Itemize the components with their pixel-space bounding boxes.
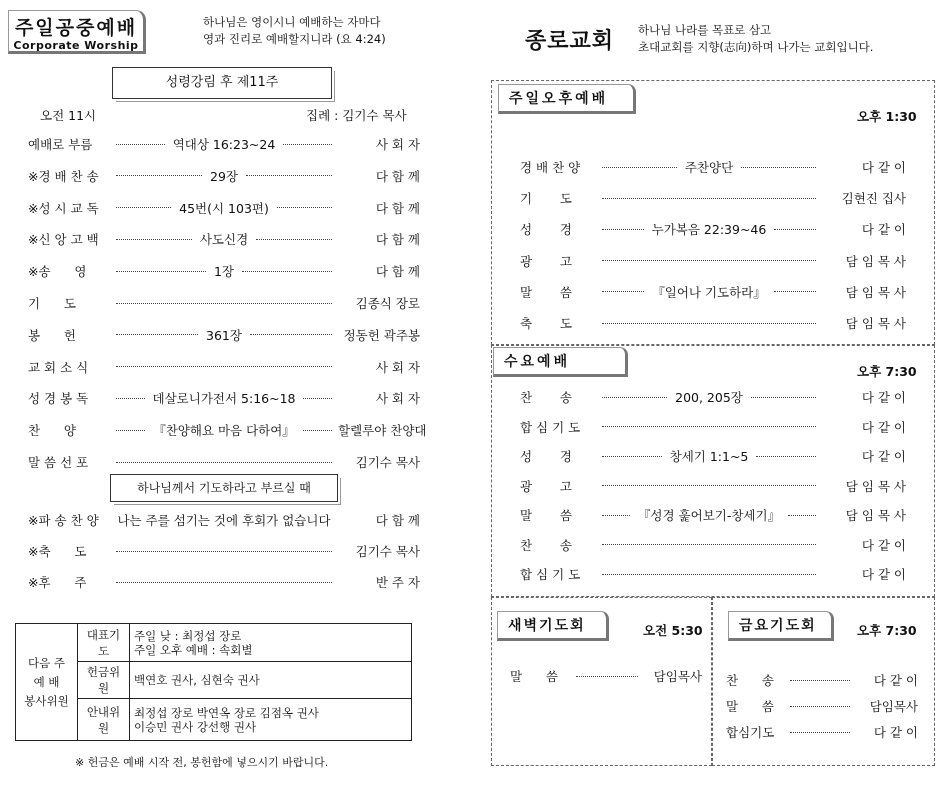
order-leader: 다 함 께 [375,200,420,216]
member-line: 주일 오후 예배 : 속회별 [134,642,253,657]
order-leader: 사 회 자 [375,137,421,152]
order-row [28,167,420,185]
order-leader: 다 같 이 [873,725,918,740]
dotted-leader [283,144,332,145]
dotted-leader [116,462,332,463]
order-row [726,697,918,715]
dotted-leader [602,456,662,457]
order-leader: 다 같 이 [861,160,906,175]
order-label: 성 경 봉 독 [28,391,89,407]
order-row [520,447,906,465]
wednesday-panel [491,345,935,597]
order-row [28,294,420,312]
order-leader: 다 같 이 [861,567,906,582]
order-label: ※후 주 [28,575,87,590]
order-label: 찬 송 [726,673,774,688]
order-leader: 다 같 이 [861,419,906,435]
dotted-leader [602,515,630,516]
member-line: 최정섭 장로 박연옥 장로 김점옥 권사 [134,705,319,720]
order-row [726,671,918,689]
order-label: 합 심 기 도 [520,419,581,435]
order-label: 광 고 [520,478,572,494]
order-row [28,389,420,407]
order-detail: 1장 [213,264,235,280]
service-time: 오전 11시 [40,108,97,123]
dotted-leader [116,334,198,335]
dotted-leader [774,291,816,292]
order-label: 말 씀 [520,508,572,523]
order-detail: 사도신경 [199,232,249,248]
dotted-leader [602,485,816,486]
dotted-leader [602,544,816,545]
order-label: 축 도 [520,316,572,331]
order-leader: 다 같 이 [861,449,906,464]
dotted-leader [250,334,332,335]
members-cell [130,624,412,662]
order-leader: 담 임 목 사 [845,478,906,494]
order-row [520,314,906,332]
order-leader: 사 회 자 [375,359,420,375]
dotted-leader [116,551,332,552]
dotted-leader [303,430,332,431]
order-label: 찬 송 [520,537,572,553]
dotted-leader [741,167,816,168]
sunday-afternoon-title: 주일오후예배 [498,84,636,114]
worship-title-tab [8,10,146,54]
order-label: 기 도 [520,191,572,207]
order-label: ※성 시 교 독 [28,200,99,216]
order-row [28,199,420,217]
order-row [28,135,420,153]
order-leader: 사 회 자 [375,391,421,407]
order-row [520,565,906,583]
dotted-leader [790,680,850,681]
order-label: 경 배 찬 양 [520,160,581,175]
order-label: ※송 영 [28,264,87,280]
dotted-leader [116,398,145,399]
order-leader: 다 같 이 [873,673,918,688]
order-label: 예배로 부름 [28,137,93,152]
dotted-leader [602,260,816,261]
dotted-leader [116,430,145,431]
order-leader: 할렐루야 찬양대 [338,423,427,439]
order-row [520,536,906,554]
order-row [28,453,420,471]
dotted-leader [790,732,850,733]
order-leader: 다 함 께 [375,168,421,184]
order-row [520,189,906,207]
wednesday-title: 수요예배 [493,347,628,377]
dotted-leader [751,397,816,398]
dotted-leader [277,207,332,208]
dawn-prayer-time: 오전 5:30 [643,623,703,638]
order-leader: 다 같 이 [861,390,906,405]
motto-line: 하나님 나라를 목표로 삼고 [638,23,772,37]
order-row [520,158,906,176]
dotted-leader [602,291,644,292]
order-label: 합 심 기 도 [520,567,581,582]
order-row [28,511,420,529]
order-label: 기 도 [28,296,76,311]
order-label: 성 경 [520,449,572,464]
dotted-leader [756,456,816,457]
order-label: ※신 앙 고 백 [28,232,99,248]
order-leader: 다 같 이 [861,222,906,238]
order-detail: 45번(시 103편) [179,200,269,216]
member-line: 주일 낮 : 최정섭 장로 [134,628,242,643]
order-leader: 김기수 목사 [355,544,420,559]
church-motto [638,22,873,56]
order-detail: 『찬양해요 마음 다하여』 [153,423,295,439]
order-leader: 다 같 이 [861,537,906,553]
prayer-banner: 하나님께서 기도하라고 부르실 때 [110,474,338,502]
role-cell: 안내위원 [78,699,130,741]
dotted-leader [602,426,816,427]
order-label: 합심기도 [726,725,775,740]
order-label: 말 씀 [520,284,572,300]
order-label: 광 고 [520,253,572,269]
verse-line: 영과 진리로 예배할지니라 (요 4:24) [203,32,386,46]
order-row [520,252,906,270]
sunday-afternoon-time: 오후 1:30 [857,109,917,124]
order-row [28,262,420,280]
verse-line: 하나님은 영이시니 예배하는 자마다 [203,15,381,29]
order-detail: 200, 205장 [675,390,743,405]
order-row [520,477,906,495]
order-detail: 나는 주를 섬기는 것에 후회가 없습니다 [117,513,331,528]
order-row [726,723,918,741]
order-label: 말 씀 [510,669,558,684]
dotted-leader [602,574,816,575]
dotted-leader [116,582,332,583]
order-label: 말 씀 [726,699,774,714]
next-week-service-table [15,623,412,741]
friday-prayer-time: 오후 7:30 [857,623,917,638]
order-label: ※축 도 [28,544,87,559]
dotted-leader [256,239,332,240]
order-leader: 담 임 목 사 [845,253,906,269]
order-label: ※경 배 찬 송 [28,168,99,184]
order-detail: 누가복음 22:39~46 [651,222,767,238]
member-line: 백연호 권사, 심현숙 권사 [134,673,260,687]
dotted-leader [116,144,165,145]
motto-line: 초대교회를 지향(志向)하며 나가는 교회입니다. [638,40,874,54]
dotted-leader [303,398,332,399]
scripture-verse [203,14,386,48]
officiant: 집례 : 김기수 목사 [306,108,407,123]
church-name: 종로교회 [525,29,615,54]
order-label: 찬 양 [28,423,76,439]
group-label-line: 다음 주 [28,655,65,670]
dotted-leader [246,175,332,176]
dotted-leader [242,271,332,272]
dotted-leader [602,323,816,324]
dotted-leader [116,366,332,367]
order-leader: 김종식 장로 [355,296,420,311]
order-row [520,506,906,524]
wednesday-time: 오후 7:30 [857,364,917,379]
offering-note: ※ 헌금은 예배 시작 전, 봉헌함에 넣으시기 바랍니다. [75,756,329,769]
service-group-label [16,624,78,741]
order-row [520,418,906,436]
dotted-leader [602,229,644,230]
dotted-leader [602,198,816,199]
order-detail: 창세기 1:1~5 [669,449,749,464]
dotted-leader [116,271,206,272]
order-label: 성 경 [520,222,572,238]
order-leader: 김현진 집사 [841,191,906,207]
members-cell [130,699,412,741]
order-label: 말 씀 선 포 [28,455,89,470]
order-row [510,667,702,685]
order-detail: 『성경 훑어보기-창세기』 [637,508,781,523]
week-label: 성령강림 후 제11주 [112,67,332,99]
group-label-line: 예 배 [33,674,60,689]
order-leader: 담임목사 [869,699,918,714]
order-leader: 담임목사 [653,669,702,684]
dotted-leader [790,706,850,707]
member-line: 이승민 권사 강선행 권사 [134,719,257,734]
order-detail: 역대상 16:23~24 [172,137,276,152]
order-row [520,283,906,301]
order-row [28,542,420,560]
order-row [28,573,420,591]
dotted-leader [116,207,171,208]
order-leader: 담 임 목 사 [845,284,906,300]
dotted-leader [576,676,638,677]
order-label: 봉 헌 [28,327,76,343]
dotted-leader [116,303,332,304]
dotted-leader [788,515,816,516]
dotted-leader [774,229,816,230]
dotted-leader [116,239,192,240]
worship-title: 주일공중예배 [14,17,138,39]
members-cell [130,662,412,699]
dotted-leader [602,167,677,168]
order-row [28,230,420,248]
order-leader: 담 임 목 사 [845,316,906,331]
order-leader: 담 임 목 사 [845,508,907,523]
friday-prayer-title: 금요기도회 [728,611,834,641]
order-label: 교 회 소 식 [28,359,89,375]
order-detail: 데살로니가전서 5:16~18 [152,391,296,407]
order-row [28,358,420,376]
order-detail: 주찬양단 [684,160,734,175]
order-leader: 김기수 목사 [355,455,420,470]
order-leader: 다 함 께 [375,513,420,528]
order-leader: 반 주 자 [375,575,420,590]
group-label-line: 봉사위원 [24,693,69,708]
order-row [28,326,420,344]
order-detail: 『일어나 기도하라』 [652,284,766,300]
order-leader: 다 함 께 [375,264,420,280]
order-leader: 다 함 께 [375,232,420,248]
role-cell: 대표기도 [78,624,130,662]
worship-subtitle: Corporate Worship [13,39,139,52]
order-row [520,220,906,238]
order-detail: 361장 [206,327,242,343]
order-leader: 정동헌 곽주봉 [343,327,420,343]
dotted-leader [602,397,667,398]
dotted-leader [116,175,202,176]
order-row [28,421,427,439]
role-cell: 헌금위원 [78,662,130,699]
dawn-prayer-title: 새벽기도회 [497,611,609,641]
order-label: ※파 송 찬 양 [28,513,99,528]
order-row [520,388,906,406]
order-label: 찬 송 [520,390,572,405]
order-detail: 29장 [210,168,238,184]
